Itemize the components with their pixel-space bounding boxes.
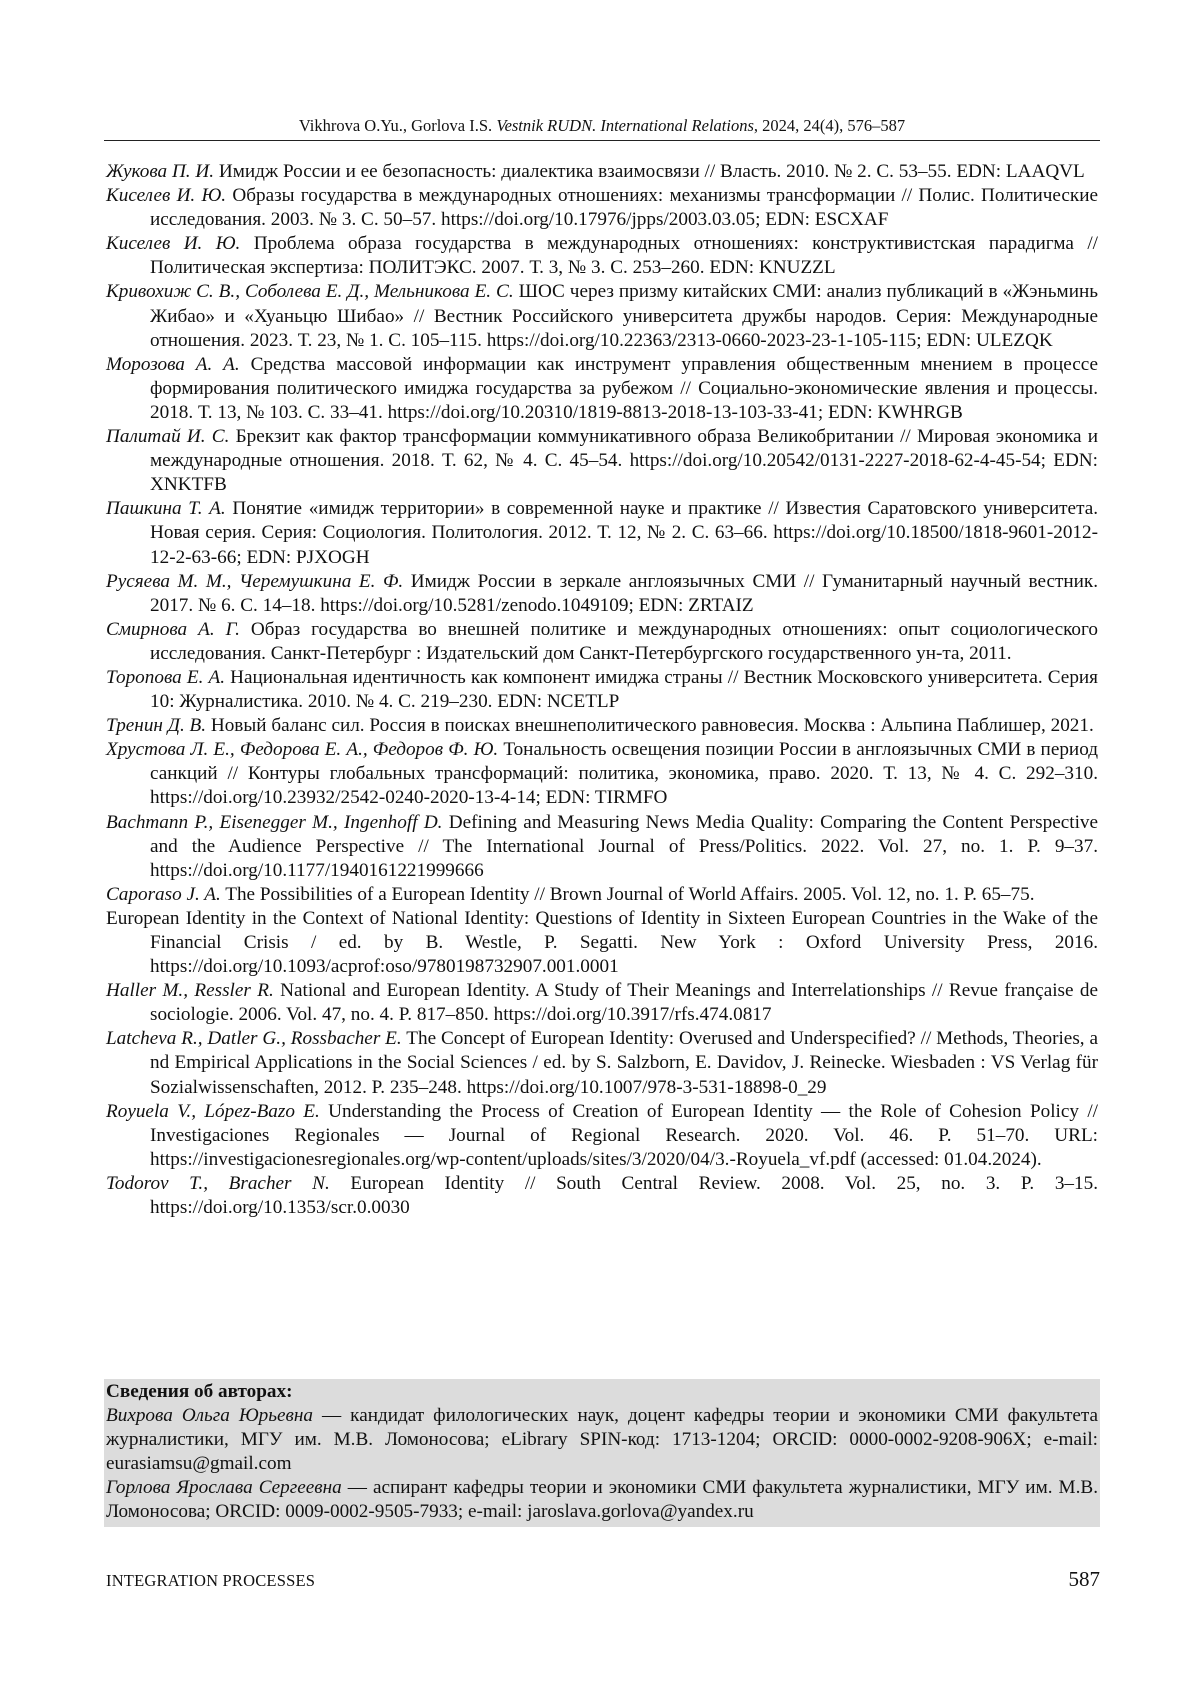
reference-authors: Морозова А. А. xyxy=(106,354,240,375)
header-rule xyxy=(104,140,1100,141)
reference-text: The Concept of European Identity: Overused and Underspecified? // Methods, Theories, and Empirical Applications in the Social Sciences / ed. by S. Salzborn, E. Davidov, J. Reinecke. Wiesbaden : VS Verlag für Sozialwissenschaften, 2012. P. 235–248. https://doi.org/10.1007/978-3-531-18898-0_29 xyxy=(150,1028,1098,1097)
reference-authors: Кривохиж С. В., Соболева Е. Д., Мельникова Е. С. xyxy=(106,281,514,302)
author-name: Вихрова Ольга Юрьевна xyxy=(106,1405,313,1426)
reference-text: Образ государства во внешней политике и международных отношениях: опыт социологического исследования. Санкт-Петербург : Издательский дом Санкт-Петербургского государственного ун-та, 2011. xyxy=(150,619,1098,664)
reference-text: European Identity in the Context of National Identity: Questions of Identity in Sixteen European Countries in the Wake of the Financial Crisis / ed. by B. Westle, P. Segatti. New York : Oxford University Press, 2016. https://doi.org/10.1093/acprof:oso/9780198732907.001.0001 xyxy=(106,908,1098,977)
reference-item xyxy=(106,353,1098,425)
reference-authors: Royuela V., López-Bazo E. xyxy=(106,1101,320,1122)
reference-authors: Caporaso J. A. xyxy=(106,884,221,905)
reference-text: Имидж России в зеркале англоязычных СМИ // Гуманитарный научный вестник. 2017. № 6. С. 14–18. https://doi.org/10.5281/zenodo.1049109; EDN: ZRTAIZ xyxy=(150,571,1098,616)
reference-authors: Торопова Е. А. xyxy=(106,667,225,688)
reference-authors: Палитай И. С. xyxy=(106,426,229,447)
reference-authors: Киселев И. Ю. xyxy=(106,233,240,254)
reference-text: Национальная идентичность как компонент имиджа страны // Вестник Московского университета. Серия 10: Журналистика. 2010. № 4. С. 219–230. EDN: NCETLP xyxy=(150,667,1098,712)
reference-authors: Жукова П. И. xyxy=(106,161,214,182)
reference-item xyxy=(106,1100,1098,1172)
reference-text: Defining and Measuring News Media Quality: Comparing the Content Perspective and the Audience Perspective // The International Journal of Press/Politics. 2022. Vol. 27, no. 1. P. 9–37. https://doi.org/10.1177/1940161221999666 xyxy=(150,812,1098,881)
about-authors-box xyxy=(104,1379,1100,1527)
reference-text: Understanding the Process of Creation of European Identity — the Role of Cohesion Policy // Investigaciones Regionales — Journal of Regional Research. 2020. Vol. 46. P. 51–70. URL: https://investigacionesregionales.org/wp-content/uploads/sites/3/2020/04/3.-Royuela_vf.pdf (accessed: 01.04.2024). xyxy=(150,1101,1098,1170)
reference-text: Брекзит как фактор трансформации коммуникативного образа Великобритании // Мировая экономика и международные отношения. 2018. Т. 62, № 4. С. 45–54. https://doi.org/10.20542/0131-2227-2018-62-4-45-54; EDN: XNKTFB xyxy=(150,426,1098,495)
reference-authors: Тренин Д. В. xyxy=(106,715,206,736)
reference-item xyxy=(106,280,1098,352)
reference-text: National and European Identity. A Study of Their Meanings and Interrelationships // Revue française de sociologie. 2006. Vol. 47, no. 4. P. 817–850. https://doi.org/10.3917/rfs.474.0817 xyxy=(150,980,1098,1025)
page-number: 587 xyxy=(1069,1567,1101,1592)
author-details: — кандидат филологических наук, доцент кафедры теории и экономики СМИ факультета журналистики, МГУ им. М.В. Ломоносова; eLibrary SPIN-код: 1713-1204; ORCID: 0000-0002-9208-906X; e-mail: eurasiamsu@gmail.com xyxy=(106,1405,1098,1474)
reference-authors: Bachmann P., Eisenegger M., Ingenhoff D. xyxy=(106,812,442,833)
reference-item xyxy=(106,232,1098,280)
section-footer: INTEGRATION PROCESSES xyxy=(106,1571,315,1591)
reference-item xyxy=(106,979,1098,1027)
header-journal: Vestnik RUDN. International Relations xyxy=(496,116,754,135)
reference-item xyxy=(106,883,1098,907)
reference-text: Понятие «имидж территории» в современной науке и практике // Известия Саратовского университета. Новая серия. Серия: Социология. Политология. 2012. Т. 12, № 2. С. 63–66. https://doi.org/10.18500/1818-9601-2012-12-2-63-66; EDN: PJXOGH xyxy=(150,498,1098,567)
reference-text: Имидж России и ее безопасность: диалектика взаимосвязи // Власть. 2010. № 2. С. 53–55. EDN: LAAQVL xyxy=(219,161,1085,182)
reference-text: ШОС через призму китайских СМИ: анализ публикаций в «Жэньминь Жибао» и «Хуаньцю Шибао» // Вестник Российского университета дружбы народов. Серия: Международные отношения. 2023. Т. 23, № 1. С. 105–115. https://doi.org/10.22363/2313-0660-2023-23-1-105-115; EDN: ULEZQK xyxy=(150,281,1098,350)
reference-item xyxy=(106,1027,1098,1099)
author-entry xyxy=(106,1476,1098,1524)
author-name: Горлова Ярослава Сергеевна xyxy=(106,1477,342,1498)
reference-item xyxy=(106,907,1098,979)
reference-authors: Latcheva R., Datler G., Rossbacher E. xyxy=(106,1028,402,1049)
reference-authors: Хрустова Л. Е., Федорова Е. А., Федоров Ф. Ю. xyxy=(106,739,498,760)
reference-text: Образы государства в международных отношениях: механизмы трансформации // Полис. Политические исследования. 2003. № 3. С. 50–57. https://doi.org/10.17976/jpps/2003.03.05; EDN: ESCXAF xyxy=(150,185,1098,230)
reference-item xyxy=(106,160,1098,184)
reference-text: Средства массовой информации как инструмент управления общественным мнением в процессе формирования политического имиджа государства за рубежом // Социально-экономические явления и процессы. 2018. Т. 13, № 103. С. 33–41. https://doi.org/10.20310/1819-8813-2018-13-103-33-41; EDN: KWHRGB xyxy=(150,354,1098,423)
reference-text: Тональность освещения позиции России в англоязычных СМИ в период санкций // Контуры глобальных трансформаций: политика, экономика, право. 2020. Т. 13, № 4. С. 292–310. https://doi.org/10.23932/2542-0240-2020-13-4-14; EDN: TIRMFO xyxy=(150,739,1098,808)
reference-item xyxy=(106,184,1098,232)
reference-text: Проблема образа государства в международных отношениях: конструктивистская парадигма // Политическая экспертиза: ПОЛИТЭКС. 2007. Т. 3, № 3. С. 253–260. EDN: KNUZZL xyxy=(150,233,1098,278)
running-header xyxy=(104,116,1100,136)
reference-text: Новый баланс сил. Россия в поисках внешнеполитического равновесия. Москва : Альпина Паблишер, 2021. xyxy=(211,715,1094,736)
reference-text: The Possibilities of a European Identity // Brown Journal of World Affairs. 2005. Vol. 12, no. 1. P. 65–75. xyxy=(225,884,1034,905)
reference-authors: Пашкина Т. А. xyxy=(106,498,226,519)
header-authors: Vikhrova O.Yu., Gorlova I.S. xyxy=(299,116,492,135)
reference-authors: Русяева М. М., Черемушкина Е. Ф. xyxy=(106,571,403,592)
reference-authors: Todorov T., Bracher N. xyxy=(106,1173,330,1194)
reference-item xyxy=(106,1172,1098,1220)
author-entry xyxy=(106,1404,1098,1476)
reference-item xyxy=(106,714,1098,738)
reference-authors: Смирнова А. Г. xyxy=(106,619,240,640)
reference-item xyxy=(106,618,1098,666)
reference-authors: Haller M., Ressler R. xyxy=(106,980,274,1001)
header-details: , 2024, 24(4), 576–587 xyxy=(754,116,905,135)
author-details: — аспирант кафедры теории и экономики СМИ факультета журналистики, МГУ им. М.В. Ломоносова; ORCID: 0009-0002-9505-7933; e-mail: jaroslava.gorlova@yandex.ru xyxy=(106,1477,1098,1522)
reference-item xyxy=(106,425,1098,497)
reference-item xyxy=(106,666,1098,714)
reference-item xyxy=(106,497,1098,569)
reference-list xyxy=(106,160,1098,1220)
reference-text: European Identity // South Central Review. 2008. Vol. 25, no. 3. P. 3–15. https://doi.org/10.1353/scr.0.0030 xyxy=(150,1173,1098,1218)
reference-authors: Киселев И. Ю. xyxy=(106,185,226,206)
about-authors-title: Сведения об авторах: xyxy=(106,1380,1098,1404)
reference-item xyxy=(106,570,1098,618)
reference-item xyxy=(106,738,1098,810)
reference-item xyxy=(106,811,1098,883)
